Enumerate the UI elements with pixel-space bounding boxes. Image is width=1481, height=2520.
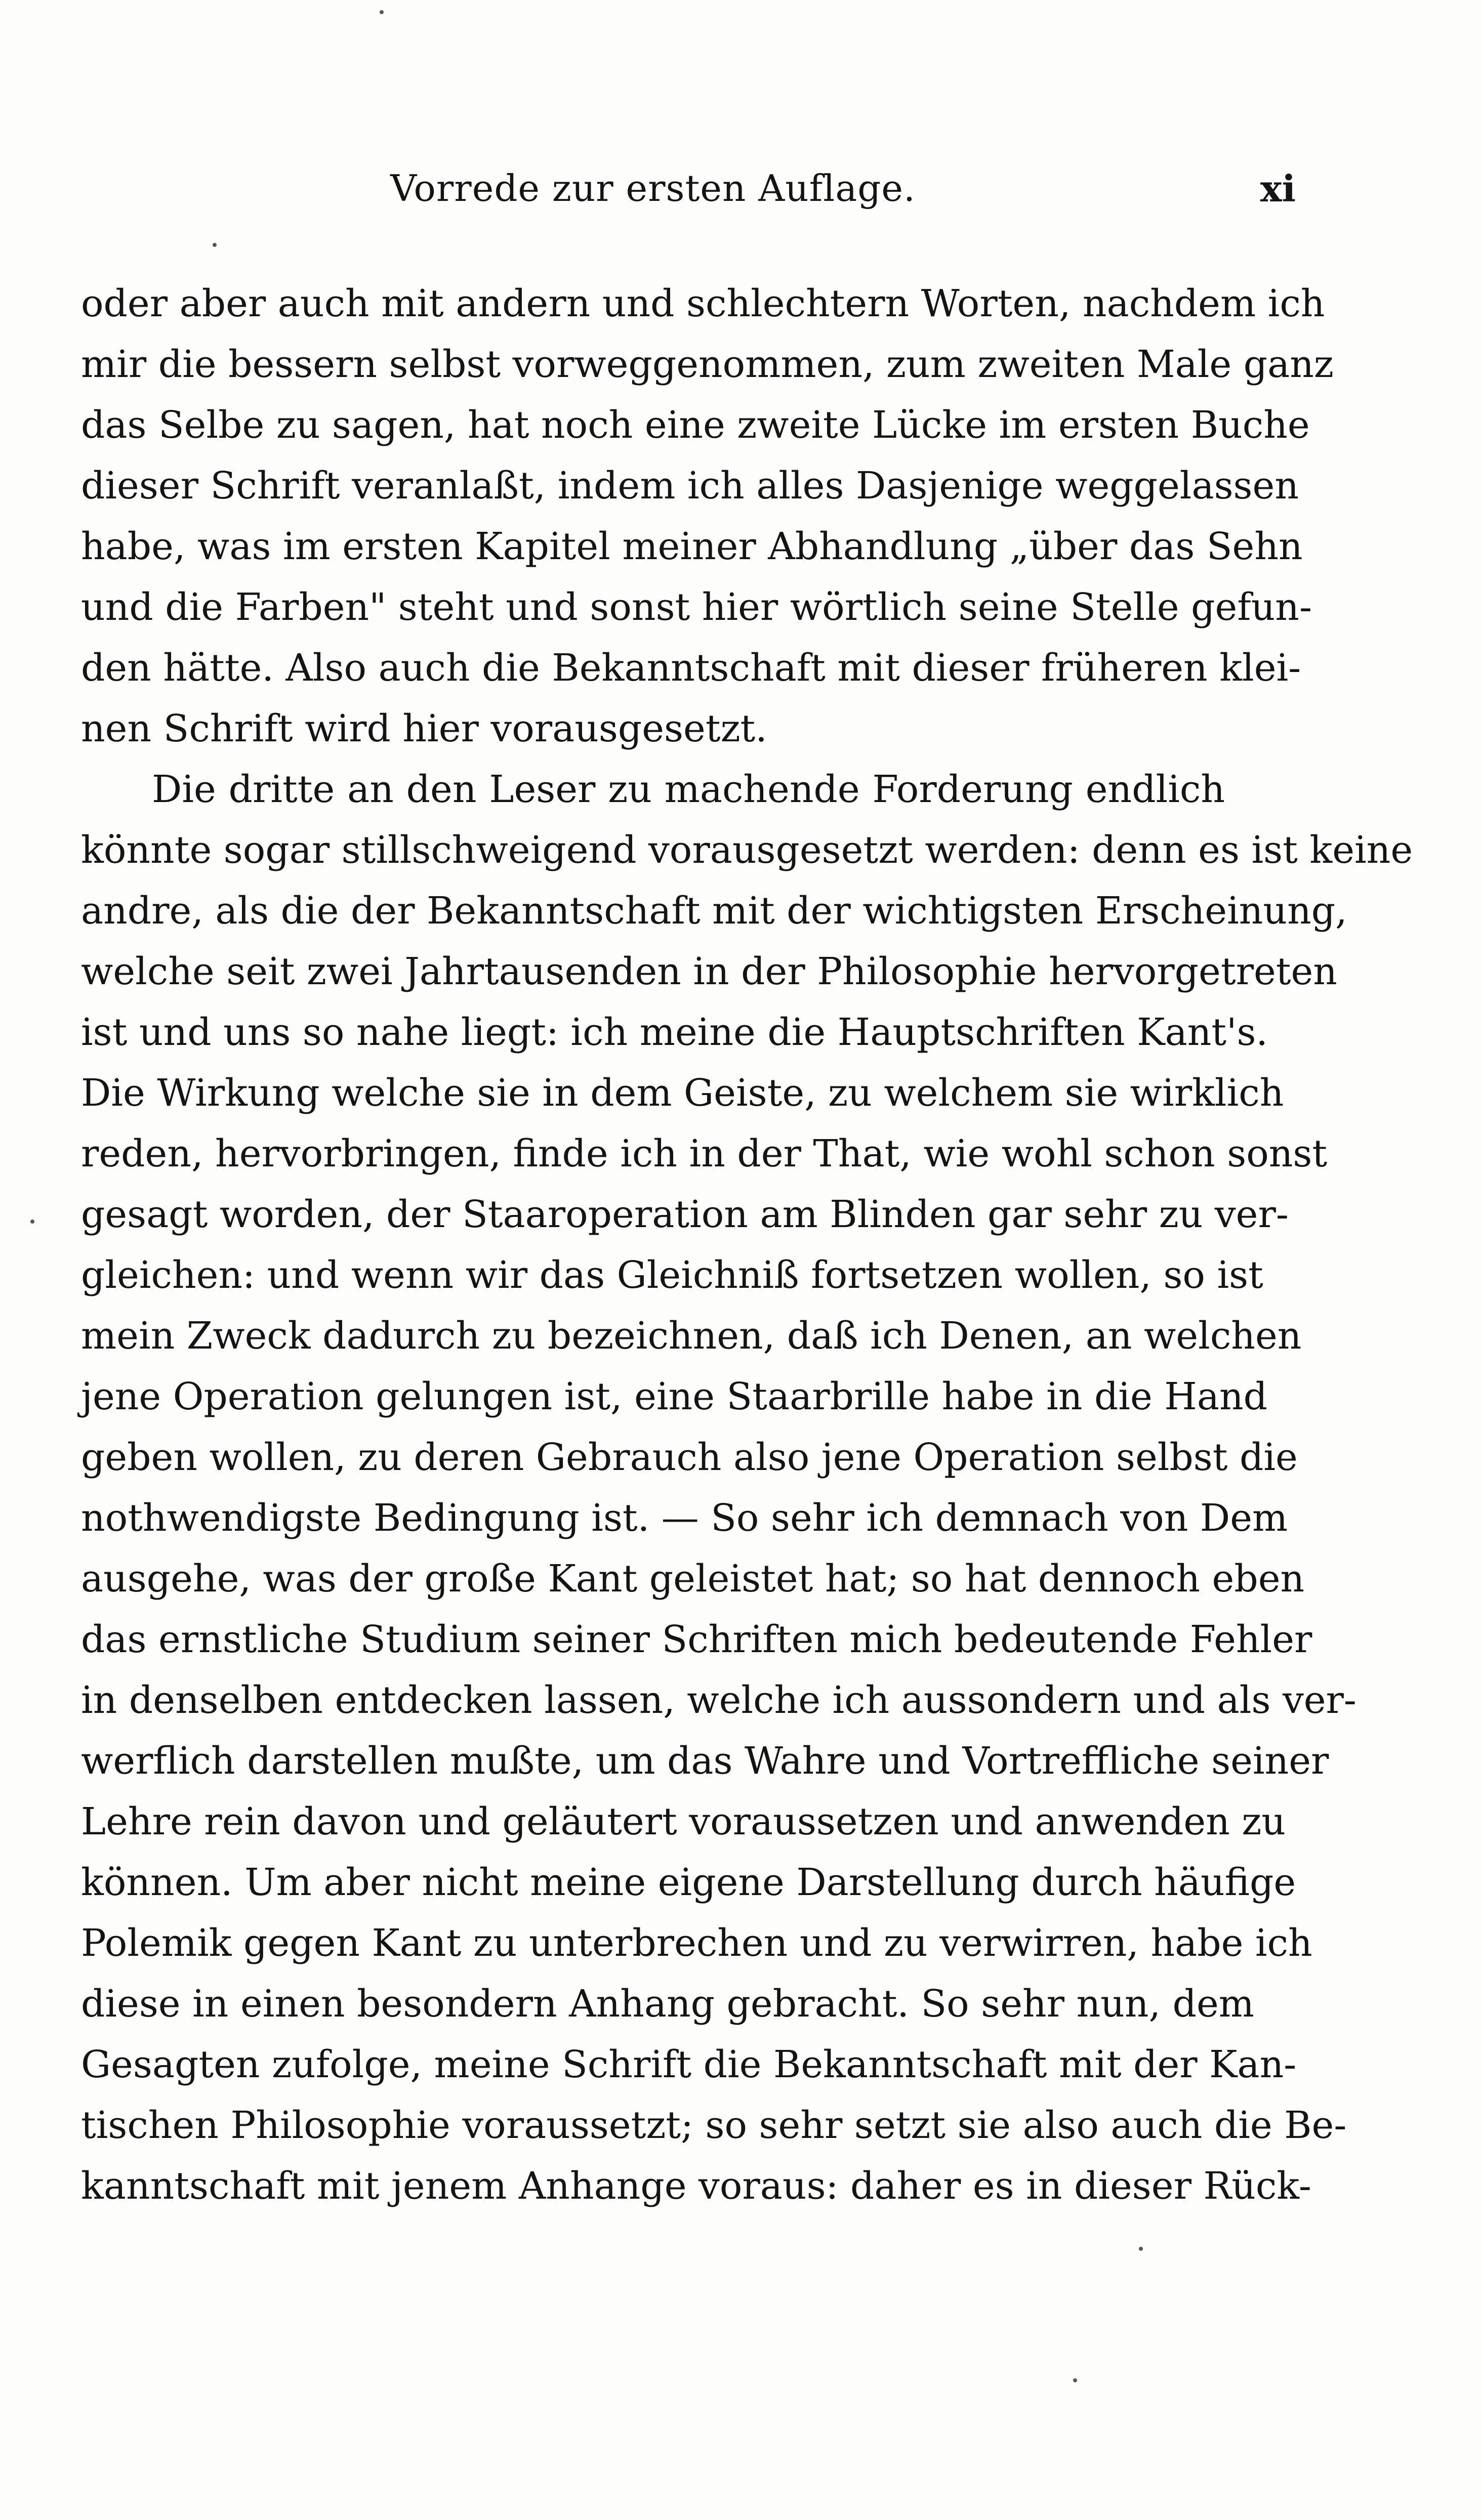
text-line: jene Operation gelungen ist, eine Staarbrille habe in die Hand	[81, 1375, 1267, 1418]
page-number: xi	[1260, 167, 1296, 210]
text-line: oder aber auch mit andern und schlechtern Worten, nachdem ich	[81, 282, 1325, 325]
text-line: kanntschaft mit jenem Anhange voraus: daher es in dieser Rück-	[81, 2164, 1311, 2208]
text-line: mein Zweck dadurch zu bezeichnen, daß ich Denen, an welchen	[81, 1314, 1302, 1358]
text-line: Polemik gegen Kant zu unterbrechen und zu verwirren, habe ich	[81, 1921, 1312, 1965]
text-line: mir die bessern selbst vorweggenommen, zum zweiten Male ganz	[81, 343, 1334, 386]
text-line: nen Schrift wird hier vorausgesetzt.	[81, 707, 767, 750]
text-line: diese in einen besondern Anhang gebracht. So sehr nun, dem	[81, 1982, 1254, 2026]
ink-speck	[1139, 2247, 1143, 2251]
text-line: welche seit zwei Jahrtausenden in der Philosophie hervorgetreten	[81, 950, 1337, 993]
ink-speck	[30, 1220, 34, 1224]
text-line: in denselben entdecken lassen, welche ich aussondern und als ver-	[81, 1678, 1356, 1722]
paragraph-1	[81, 273, 1334, 759]
text-line: könnte sogar stillschweigend vorausgesetzt werden: denn es ist keine	[81, 828, 1413, 872]
text-line: Lehre rein davon und geläutert voraussetzen und anwenden zu	[81, 1800, 1286, 1843]
text-line: ausgehe, was der große Kant geleistet hat; so hat dennoch eben	[81, 1557, 1305, 1601]
text-line: den hätte. Also auch die Bekanntschaft mit dieser früheren klei-	[81, 646, 1301, 690]
text-line: Die Wirkung welche sie in dem Geiste, zu welchem sie wirklich	[81, 1071, 1284, 1115]
ink-speck	[213, 243, 217, 247]
text-line: das Selbe zu sagen, hat noch eine zweite Lücke im ersten Buche	[81, 403, 1310, 447]
text-line: ist und uns so nahe liegt: ich meine die Hauptschriften Kant's.	[81, 1011, 1268, 1054]
text-line: dieser Schrift veranlaßt, indem ich alles Dasjenige weggelassen	[81, 464, 1299, 508]
running-title: Vorrede zur ersten Auflage.	[390, 167, 916, 209]
text-line: und die Farben" steht und sonst hier wörtlich seine Stelle gefun-	[81, 585, 1312, 629]
text-line: gesagt worden, der Staaroperation am Blinden gar sehr zu ver-	[81, 1193, 1289, 1236]
text-line: geben wollen, zu deren Gebrauch also jene Operation selbst die	[81, 1436, 1298, 1479]
page-header	[81, 167, 1296, 228]
text-line: reden, hervorbringen, finde ich in der That, wie wohl schon sonst	[81, 1132, 1328, 1175]
text-line: werflich darstellen mußte, um das Wahre und Vortreffliche seiner	[81, 1739, 1329, 1783]
ink-speck	[1073, 2378, 1077, 2382]
paragraph-2	[81, 759, 1413, 2216]
body-text	[81, 273, 1413, 2216]
text-line: können. Um aber nicht meine eigene Darstellung durch häufige	[81, 1861, 1296, 1904]
text-line: tischen Philosophie voraussetzt; so sehr setzt sie also auch die Be-	[81, 2104, 1347, 2147]
text-line: habe, was im ersten Kapitel meiner Abhandlung „über das Sehn	[81, 525, 1303, 568]
text-line: das ernstliche Studium seiner Schriften mich bedeutende Fehler	[81, 1618, 1312, 1661]
ink-speck	[380, 10, 384, 14]
text-line: Gesagten zufolge, meine Schrift die Bekanntschaft mit der Kan-	[81, 2043, 1297, 2086]
text-line: Die dritte an den Leser zu machende Forderung endlich	[152, 768, 1225, 811]
text-line: gleichen: und wenn wir das Gleichniß fortsetzen wollen, so ist	[81, 1253, 1263, 1297]
text-line: nothwendigste Bedingung ist. — So sehr ich demnach von Dem	[81, 1496, 1288, 1540]
text-line: andre, als die der Bekanntschaft mit der wichtigsten Erscheinung,	[81, 889, 1347, 933]
